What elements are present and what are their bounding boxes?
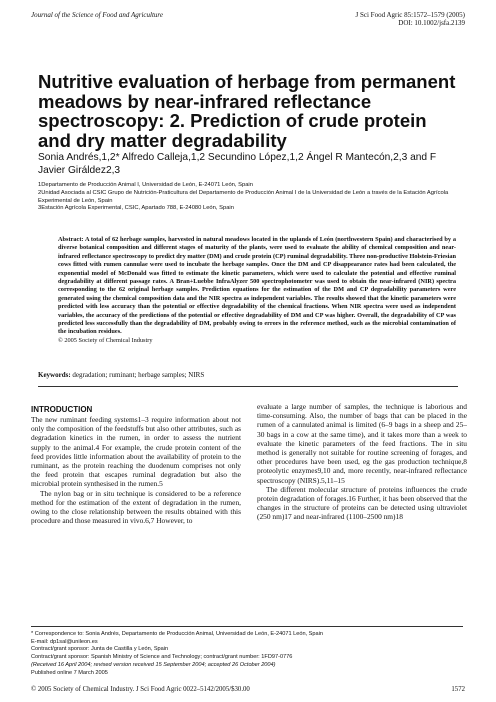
- keywords-label: Keywords:: [38, 371, 71, 379]
- footnotes: [31, 631, 463, 677]
- citation-block: [356, 11, 465, 27]
- body-column-right: [257, 402, 467, 522]
- affiliation-3: 3Estación Agrícola Experimental, CSIC, Apartado 788, E-24080 León, Spain: [38, 205, 234, 212]
- body-column-left: [31, 415, 241, 525]
- paragraph: The nylon bag or in situ technique is considered to be a reference method for the estimation of the extent of degradation in the rumen, owing to the close relationship between the results obtained with this procedure and those measured in vivo.6,7 However, to: [31, 488, 241, 526]
- page-number: 1572: [451, 686, 465, 693]
- affiliations: [38, 182, 458, 213]
- keywords-divider: [38, 386, 458, 387]
- abstract: [58, 236, 456, 345]
- abstract-text: Abstract: A total of 62 herbage samples, harvested in natural meadows located in the uplands of León (northwestern Spain) and characterised by a diverse botanical composition and different stages of maturity of the plants, were used to evaluate the ability of chemical composition and near-infrared reflectance spectroscopy to predict dry matter (DM) and crude protein (CP) ruminal degradability. Three non-productive Holstein-Friesian cows fitted with rumen cannulae were used to incubate the herbage samples. Once the DM and CP disappearance rates had been calculated, the exponential model of McDonald was fitted to estimate the kinetic parameters, which were used to calculate the potential and effective ruminal degradability at different passage rates. A Bran+Luebbe InfraAlyzer 500 spectrophotometer was used to obtain the near-infrared (NIR) spectra corresponding to the 62 original herbage samples. Prediction equations for the estimation of the DM and CP degradability parameters were generated using the chemical composition data and the NIR spectra as independent variables. The results showed that the kinetic parameters were predicted with less accuracy than the potential or effective degradability of the chemical fractions. When NIR spectra were used as independent variables, the accuracy of the predictions of the potential or effective degradability of DM and CP was higher. Overall, the degradability of CP was predicted less successfully than the degradability of DM, probably owing to errors in the reference method, such as the microbial contamination of the incubation residues.: [58, 236, 456, 336]
- published-note: Published online 7 March 2005: [31, 669, 108, 676]
- citation: J Sci Food Agric 85:1572–1579 (2005): [355, 11, 465, 19]
- abstract-copyright: © 2005 Society of Chemical Industry: [58, 336, 153, 344]
- received-note: (Received 16 April 2004; revised version received 15 September 2004; accepted 26 October 2004): [31, 661, 276, 668]
- affiliation-2: 2Unidad Asociada al CSIC Grupo de Nutrición-Praticultura del Departamento de Producción Animal I de la Universidad de León a través de la Estación Agrícola Experimental de León, Spain: [38, 189, 449, 204]
- email-note[interactable]: E-mail: dp1sal@unileon.es: [31, 638, 98, 645]
- keywords-line: [38, 371, 458, 379]
- author-list: Sonia Andrés,1,2* Alfredo Calleja,1,2 Secundino López,1,2 Ángel R Mantecón,2,3 and F Javier Giráldez2,3: [38, 152, 437, 176]
- journal-name: Journal of the Science of Food and Agriculture: [31, 11, 164, 19]
- keywords-text: degradation; ruminant; herbage samples; NIRS: [72, 371, 205, 379]
- footer-copyright: © 2005 Society of Chemical Industry. J Sci Food Agric 0022–5142/2005/$30.00: [31, 686, 250, 693]
- grant-note: Contract/grant sponsor: Spanish Ministry of Science and Technology; contract/grant number: 1FD97-0776: [31, 654, 293, 661]
- paragraph: The different molecular structure of proteins influences the crude protein degradation of forages.16 Further, it has been observed that the changes in the structure of proteins can be detected using ultraviolet (250 nm)17 and near-infrared (1100–2500 nm)18: [257, 484, 467, 522]
- footnote-divider: [31, 626, 463, 627]
- article-title: Nutritive evaluation of herbage from permanent meadows by near-infrared reflectance spectroscopy: 2. Prediction of crude protein and dry matter degradability: [38, 71, 456, 151]
- affiliation-1: 1Departamento de Producción Animal I, Universidad de León, E-24071 León, Spain: [38, 182, 253, 188]
- section-heading: INTRODUCTION: [31, 405, 93, 414]
- paragraph: evaluate a large number of samples, the technique is laborious and time-consuming. Also, the number of bags that can be placed in the rumen of a cannulated animal is limited (6–9 bags in a sheep and 25–30 bags in a cow at the same time), and it takes more than a week to evaluate the kinetic parameters of the feed fractions. The in situ method is generally not suitable for routine screening of forages, and other procedures have been used, eg the gas production technique,8 proteolytic enzymes9,10 and, more recently, near-infrared reflectance spectroscopy (NIRS).5,11–15: [257, 402, 467, 485]
- paragraph: The new ruminant feeding systems1–3 require information about not only the composition of the feedstuffs but also other attributes, such as degradation kinetics in the rumen, in order to assess the nutrient supply to the animal.4 For example, the crude protein content of the feed provides little information about the availability of protein to the ruminant, as the protein reaching the duodenum comprises not only the feed protein that escapes ruminal degradation but also the microbial protein synthesised in the rumen.5: [31, 415, 241, 489]
- correspondence-note: * Correspondence to: Sonia Andrés, Departamento de Producción Animal, Universidad de León, E-24071 León, Spain: [31, 631, 323, 637]
- doi[interactable]: DOI: 10.1002/jsfa.2139: [398, 19, 465, 27]
- grant-note: Contract/grant sponsor: Junta de Castilla y León, Spain: [31, 646, 169, 653]
